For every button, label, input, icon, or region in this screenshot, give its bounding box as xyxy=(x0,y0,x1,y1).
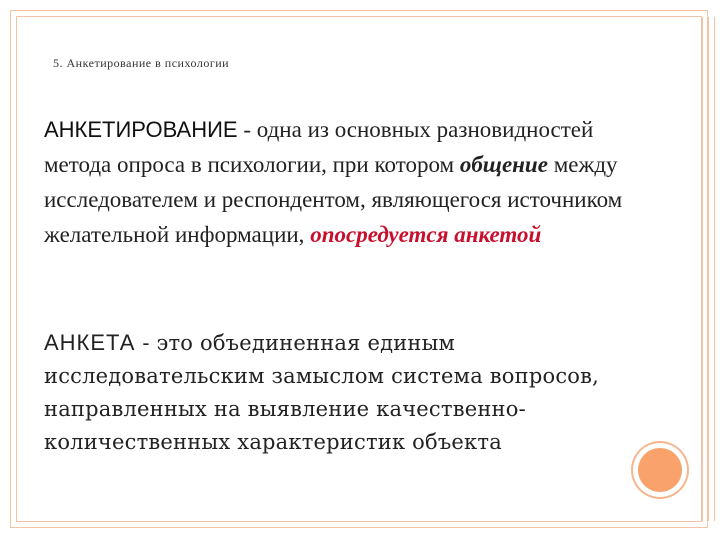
definition-text: - это объединенная единым исследовательским замыслом система вопросов, направленных на выявление качественно-количественных характеристик объекта xyxy=(44,331,600,454)
decorative-circle xyxy=(638,448,682,492)
definition-text: - одна из основных разновидностей метода опроса в психологии, при котором xyxy=(44,117,594,177)
border-line xyxy=(702,17,703,521)
emphasis-obshchenie: общение xyxy=(459,152,548,177)
border-line xyxy=(708,17,709,521)
term-anketirovanie: АНКЕТИРОВАНИЕ xyxy=(44,117,238,142)
emphasis-oposreduetsya: опосредуется анкетой xyxy=(310,222,542,247)
definition-text: между исследователем и респондентом, являющегося источником желательной информации, xyxy=(44,152,623,247)
definition-anketirovanie xyxy=(44,112,664,252)
definition-anketa xyxy=(44,326,664,459)
border-line xyxy=(714,17,715,521)
term-anketa: АНКЕТА xyxy=(44,330,136,355)
slide-title: 5. Анкетирование в психологии xyxy=(53,56,230,70)
